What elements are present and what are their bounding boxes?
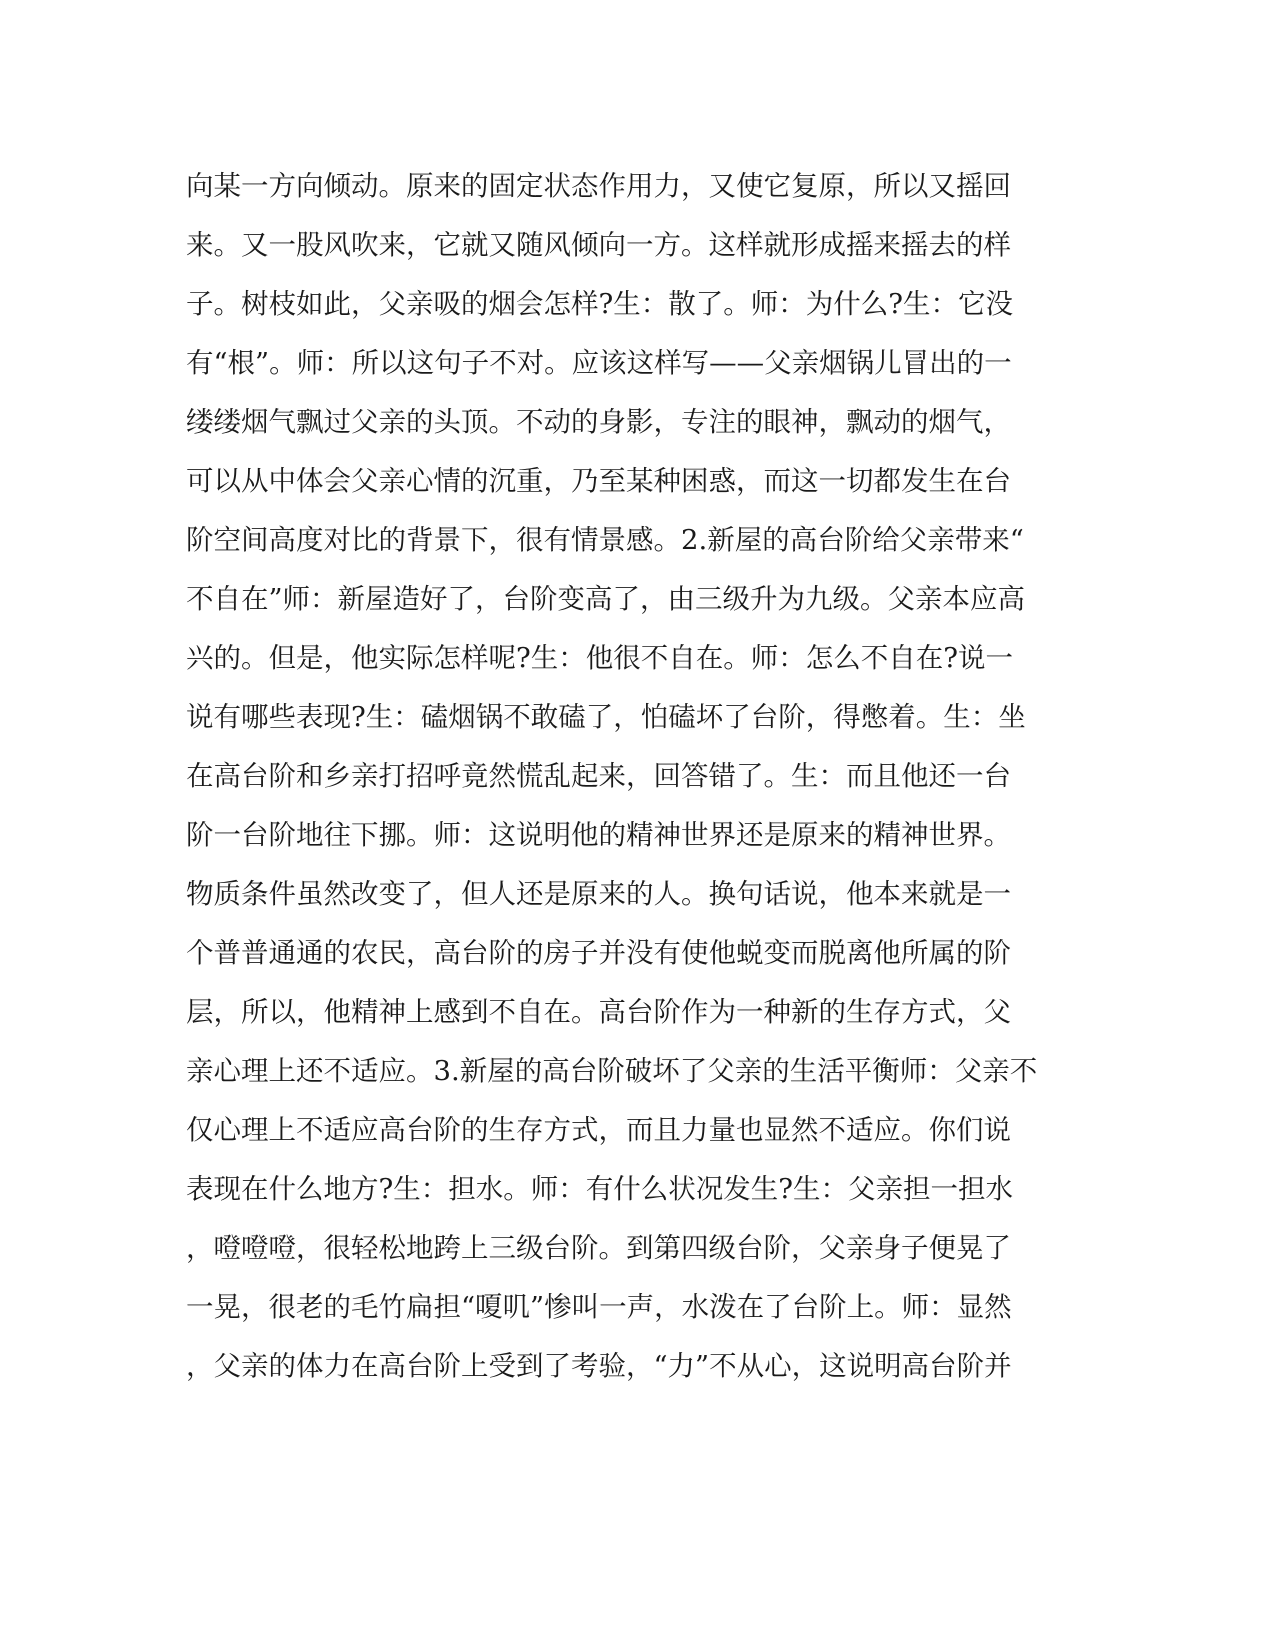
text-line: 可以从中体会父亲心情的沉重，乃至某种困惑，而这一切都发生在台 <box>186 465 1011 497</box>
text-line: 向某一方向倾动。原来的固定状态作用力，又使它复原，所以又摇回 <box>186 170 1011 202</box>
text-line: 仅心理上不适应高台阶的生存方式，而且力量也显然不适应。你们说 <box>186 1114 1011 1146</box>
text-line: 亲心理上还不适应。3.新屋的高台阶破坏了父亲的生活平衡师：父亲不 <box>186 1055 1038 1087</box>
text-line: 层，所以，他精神上感到不自在。高台阶作为一种新的生存方式，父 <box>186 996 1011 1028</box>
text-line: 一晃，很老的毛竹扁担“嗄叽”惨叫一声，水泼在了台阶上。师：显然 <box>186 1291 1012 1323</box>
text-line: 兴的。但是，他实际怎样呢?生：他很不自在。师：怎么不自在?说一 <box>186 642 1013 674</box>
text-line: 不自在”师：新屋造好了，台阶变高了，由三级升为九级。父亲本应高 <box>186 583 1026 615</box>
text-line: ，噔噔噔，很轻松地跨上三级台阶。到第四级台阶，父亲身子便晃了 <box>186 1232 1011 1264</box>
text-line: 阶一台阶地往下挪。师：这说明他的精神世界还是原来的精神世界。 <box>186 819 1011 851</box>
text-line: 在高台阶和乡亲打招呼竟然慌乱起来，回答错了。生：而且他还一台 <box>186 760 1011 792</box>
text-line: 来。又一股风吹来，它就又随风倾向一方。这样就形成摇来摇去的样 <box>186 229 1011 261</box>
text-line: 个普普通通的农民，高台阶的房子并没有使他蜕变而脱离他所属的阶 <box>186 937 1011 969</box>
text-line: 子。树枝如此，父亲吸的烟会怎样?生：散了。师：为什么?生：它没 <box>186 288 1013 320</box>
text-line: 有“根”。师：所以这句子不对。应该这样写——父亲烟锅儿冒出的一 <box>186 347 1012 379</box>
text-line: ，父亲的体力在高台阶上受到了考验，“力”不从心，这说明高台阶并 <box>186 1350 1012 1382</box>
text-line: 缕缕烟气飘过父亲的头顶。不动的身影，专注的眼神，飘动的烟气， <box>186 406 1011 438</box>
text-line: 阶空间高度对比的背景下，很有情景感。2.新屋的高台阶给父亲带来“ <box>186 524 1024 556</box>
text-line: 说有哪些表现?生：磕烟锅不敢磕了，怕磕坏了台阶，得憋着。生：坐 <box>186 701 1026 733</box>
text-line: 物质条件虽然改变了，但人还是原来的人。换句话说，他本来就是一 <box>186 878 1011 910</box>
text-line: 表现在什么地方?生：担水。师：有什么状况发生?生：父亲担一担水 <box>186 1173 1013 1205</box>
